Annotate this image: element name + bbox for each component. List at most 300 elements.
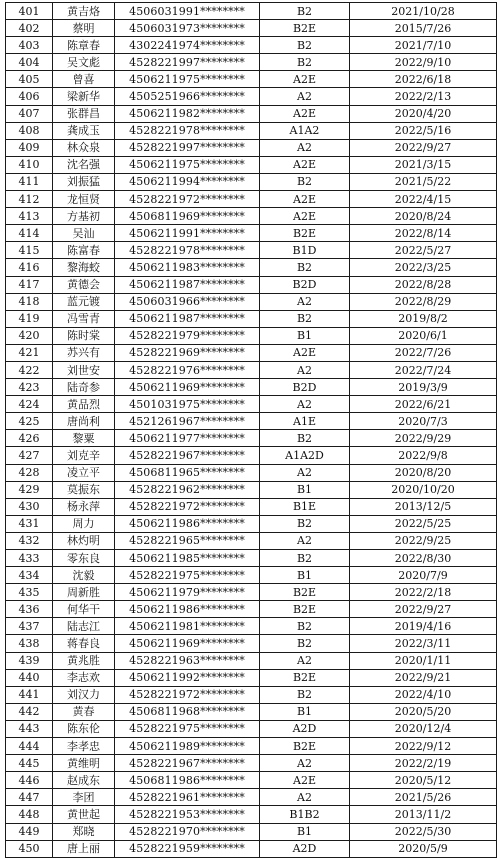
id-number-masked: 4528221953********	[115, 806, 260, 823]
id-number-masked: 4528221978********	[115, 242, 260, 259]
holder-name: 刘振猛	[53, 173, 115, 190]
table-row	[6, 413, 497, 430]
table-row	[6, 20, 497, 37]
issue-date: 2013/11/2	[350, 806, 497, 823]
holder-name: 黄春	[53, 703, 115, 720]
holder-name: 吴文彪	[53, 54, 115, 71]
issue-date: 2022/7/24	[350, 361, 497, 378]
license-class: B2E	[260, 738, 350, 755]
issue-date: 2022/9/8	[350, 447, 497, 464]
row-number: 441	[6, 686, 53, 703]
license-class: A2E	[260, 156, 350, 173]
table-row	[6, 618, 497, 635]
issue-date: 2015/7/26	[350, 20, 497, 37]
holder-name: 陆志江	[53, 618, 115, 635]
license-class: A2	[260, 396, 350, 413]
license-class: A2	[260, 755, 350, 772]
issue-date: 2022/9/25	[350, 532, 497, 549]
license-class: A2E	[260, 191, 350, 208]
table-row	[6, 225, 497, 242]
table-row	[6, 481, 497, 498]
license-class: B2	[260, 550, 350, 567]
table-row	[6, 293, 497, 310]
row-number: 439	[6, 652, 53, 669]
id-number-masked: 4528221975********	[115, 720, 260, 737]
table-row	[6, 156, 497, 173]
table-row	[6, 105, 497, 122]
id-number-masked: 4528221965********	[115, 532, 260, 549]
id-number-masked: 4528221963********	[115, 652, 260, 669]
id-number-masked: 4506211989********	[115, 738, 260, 755]
issue-date: 2020/12/4	[350, 720, 497, 737]
table-row	[6, 173, 497, 190]
license-class: A2	[260, 293, 350, 310]
license-class: A2E	[260, 772, 350, 789]
row-number: 403	[6, 37, 53, 54]
id-number-masked: 4528221961********	[115, 789, 260, 806]
holder-name: 方基初	[53, 208, 115, 225]
holder-name: 周力	[53, 515, 115, 532]
holder-name: 唐上丽	[53, 840, 115, 857]
table-row	[6, 37, 497, 54]
row-number: 407	[6, 105, 53, 122]
license-class: B2D	[260, 276, 350, 293]
issue-date: 2020/8/20	[350, 464, 497, 481]
holder-name: 龙恒贤	[53, 191, 115, 208]
holder-name: 何华干	[53, 601, 115, 618]
id-number-masked: 4506211975********	[115, 71, 260, 88]
id-number-masked: 4506211969********	[115, 635, 260, 652]
license-class: A2E	[260, 208, 350, 225]
id-number-masked: 4506211994********	[115, 173, 260, 190]
table-row	[6, 3, 497, 20]
id-number-masked: 4506211987********	[115, 310, 260, 327]
license-class: B2	[260, 259, 350, 276]
id-number-masked: 4506031973********	[115, 20, 260, 37]
holder-name: 蒋春良	[53, 635, 115, 652]
issue-date: 2022/6/21	[350, 396, 497, 413]
row-number: 409	[6, 139, 53, 156]
id-number-masked: 4506811965********	[115, 464, 260, 481]
issue-date: 2019/4/16	[350, 618, 497, 635]
table-row	[6, 532, 497, 549]
table-row	[6, 122, 497, 139]
license-class: B2E	[260, 669, 350, 686]
license-class: B2	[260, 686, 350, 703]
row-number: 445	[6, 755, 53, 772]
issue-date: 2021/7/10	[350, 37, 497, 54]
table-row	[6, 823, 497, 840]
id-number-masked: 4506211985********	[115, 550, 260, 567]
table-row	[6, 430, 497, 447]
table-row	[6, 54, 497, 71]
holder-name: 陈章春	[53, 37, 115, 54]
issue-date: 2022/5/30	[350, 823, 497, 840]
table-row	[6, 191, 497, 208]
issue-date: 2022/4/15	[350, 191, 497, 208]
issue-date: 2022/9/10	[350, 54, 497, 71]
row-number: 414	[6, 225, 53, 242]
license-class: B2E	[260, 20, 350, 37]
id-number-masked: 4521261967********	[115, 413, 260, 430]
license-class: A2	[260, 652, 350, 669]
table-row	[6, 635, 497, 652]
issue-date: 2022/3/11	[350, 635, 497, 652]
holder-name: 曾喜	[53, 71, 115, 88]
license-class: A2E	[260, 344, 350, 361]
holder-name: 刘汉力	[53, 686, 115, 703]
issue-date: 2021/5/22	[350, 173, 497, 190]
license-class: A2	[260, 139, 350, 156]
row-number: 430	[6, 498, 53, 515]
row-number: 449	[6, 823, 53, 840]
table-row	[6, 772, 497, 789]
holder-name: 李志欢	[53, 669, 115, 686]
issue-date: 2021/3/15	[350, 156, 497, 173]
holder-name: 黎海蛟	[53, 259, 115, 276]
license-class: B2	[260, 310, 350, 327]
holder-name: 黄兆胜	[53, 652, 115, 669]
holder-name: 黄品烈	[53, 396, 115, 413]
issue-date: 2020/7/3	[350, 413, 497, 430]
issue-date: 2022/9/12	[350, 738, 497, 755]
license-class: B2	[260, 430, 350, 447]
license-class: A2	[260, 789, 350, 806]
table-row	[6, 464, 497, 481]
row-number: 448	[6, 806, 53, 823]
table-row	[6, 396, 497, 413]
table-row	[6, 327, 497, 344]
holder-name: 黄维明	[53, 755, 115, 772]
holder-name: 苏兴有	[53, 344, 115, 361]
id-number-masked: 4506031991********	[115, 3, 260, 20]
row-number: 422	[6, 361, 53, 378]
table-row	[6, 447, 497, 464]
row-number: 436	[6, 601, 53, 618]
id-number-masked: 4528221997********	[115, 54, 260, 71]
row-number: 443	[6, 720, 53, 737]
row-number: 434	[6, 567, 53, 584]
holder-name: 龚成玉	[53, 122, 115, 139]
id-number-masked: 4506031966********	[115, 293, 260, 310]
row-number: 435	[6, 584, 53, 601]
license-class: B2	[260, 3, 350, 20]
holder-name: 黄世起	[53, 806, 115, 823]
table-row	[6, 755, 497, 772]
license-class: B1	[260, 481, 350, 498]
records-table-body	[6, 3, 497, 858]
issue-date: 2022/9/27	[350, 601, 497, 618]
id-number-masked: 4528221978********	[115, 122, 260, 139]
license-class: A2E	[260, 105, 350, 122]
issue-date: 2020/7/9	[350, 567, 497, 584]
issue-date: 2019/3/9	[350, 379, 497, 396]
issue-date: 2020/6/1	[350, 327, 497, 344]
issue-date: 2022/6/18	[350, 71, 497, 88]
issue-date: 2022/9/21	[350, 669, 497, 686]
id-number-masked: 4528221967********	[115, 755, 260, 772]
issue-date: 2020/4/20	[350, 105, 497, 122]
table-row	[6, 88, 497, 105]
id-number-masked: 4528221979********	[115, 327, 260, 344]
row-number: 450	[6, 840, 53, 857]
license-class: B2	[260, 635, 350, 652]
table-row	[6, 738, 497, 755]
license-class: A2D	[260, 840, 350, 857]
id-number-masked: 4506811969********	[115, 208, 260, 225]
issue-date: 2022/3/25	[350, 259, 497, 276]
id-number-masked: 4528221972********	[115, 686, 260, 703]
holder-name: 冯雪青	[53, 310, 115, 327]
table-row	[6, 310, 497, 327]
holder-name: 零东良	[53, 550, 115, 567]
issue-date: 2022/5/16	[350, 122, 497, 139]
row-number: 437	[6, 618, 53, 635]
holder-name: 刘克辛	[53, 447, 115, 464]
issue-date: 2022/8/14	[350, 225, 497, 242]
issue-date: 2020/8/24	[350, 208, 497, 225]
row-number: 401	[6, 3, 53, 20]
license-class: A1A2D	[260, 447, 350, 464]
holder-name: 李团	[53, 789, 115, 806]
records-table	[5, 2, 497, 858]
holder-name: 陈东伦	[53, 720, 115, 737]
row-number: 429	[6, 481, 53, 498]
license-class: B2	[260, 618, 350, 635]
table-row	[6, 840, 497, 857]
id-number-masked: 4528221962********	[115, 481, 260, 498]
id-number-masked: 4528221976********	[115, 361, 260, 378]
id-number-masked: 4528221997********	[115, 139, 260, 156]
holder-name: 杨永萍	[53, 498, 115, 515]
id-number-masked: 4506811986********	[115, 772, 260, 789]
row-number: 408	[6, 122, 53, 139]
issue-date: 2022/4/10	[350, 686, 497, 703]
issue-date: 2020/10/20	[350, 481, 497, 498]
license-class: A2	[260, 464, 350, 481]
holder-name: 林众泉	[53, 139, 115, 156]
holder-name: 凌立平	[53, 464, 115, 481]
row-number: 444	[6, 738, 53, 755]
row-number: 412	[6, 191, 53, 208]
row-number: 420	[6, 327, 53, 344]
issue-date: 2022/7/26	[350, 344, 497, 361]
issue-date: 2022/8/28	[350, 276, 497, 293]
license-class: B2	[260, 515, 350, 532]
issue-date: 2022/5/27	[350, 242, 497, 259]
id-number-masked: 4528221959********	[115, 840, 260, 857]
row-number: 425	[6, 413, 53, 430]
issue-date: 2021/10/28	[350, 3, 497, 20]
issue-date: 2022/9/27	[350, 139, 497, 156]
table-row	[6, 601, 497, 618]
license-class: A2D	[260, 720, 350, 737]
row-number: 440	[6, 669, 53, 686]
license-class: B1E	[260, 498, 350, 515]
table-row	[6, 139, 497, 156]
table-row	[6, 242, 497, 259]
license-class: B2	[260, 54, 350, 71]
issue-date: 2019/8/2	[350, 310, 497, 327]
holder-name: 黄德会	[53, 276, 115, 293]
holder-name: 吴汕	[53, 225, 115, 242]
row-number: 406	[6, 88, 53, 105]
id-number-masked: 4506211975********	[115, 156, 260, 173]
holder-name: 梁新华	[53, 88, 115, 105]
license-class: B2	[260, 173, 350, 190]
table-row	[6, 567, 497, 584]
holder-name: 李孝忠	[53, 738, 115, 755]
row-number: 421	[6, 344, 53, 361]
holder-name: 赵成东	[53, 772, 115, 789]
id-number-masked: 4528221969********	[115, 344, 260, 361]
row-number: 446	[6, 772, 53, 789]
id-number-masked: 4506211969********	[115, 379, 260, 396]
license-class: B2E	[260, 584, 350, 601]
id-number-masked: 4506211991********	[115, 225, 260, 242]
holder-name: 林灼明	[53, 532, 115, 549]
issue-date: 2020/5/9	[350, 840, 497, 857]
table-row	[6, 703, 497, 720]
license-class: B2D	[260, 379, 350, 396]
table-row	[6, 686, 497, 703]
license-class: B2E	[260, 225, 350, 242]
license-class: B1	[260, 567, 350, 584]
row-number: 427	[6, 447, 53, 464]
table-row	[6, 720, 497, 737]
license-class: A2	[260, 361, 350, 378]
table-row	[6, 550, 497, 567]
row-number: 413	[6, 208, 53, 225]
license-class: B1B2	[260, 806, 350, 823]
row-number: 423	[6, 379, 53, 396]
license-class: B1D	[260, 242, 350, 259]
table-row	[6, 789, 497, 806]
row-number: 432	[6, 532, 53, 549]
row-number: 417	[6, 276, 53, 293]
row-number: 402	[6, 20, 53, 37]
id-number-masked: 4528221972********	[115, 191, 260, 208]
table-row	[6, 806, 497, 823]
row-number: 415	[6, 242, 53, 259]
table-row	[6, 259, 497, 276]
holder-name: 郑晓	[53, 823, 115, 840]
holder-name: 周新胜	[53, 584, 115, 601]
issue-date: 2022/2/13	[350, 88, 497, 105]
issue-date: 2022/2/18	[350, 584, 497, 601]
id-number-masked: 4506211987********	[115, 276, 260, 293]
id-number-masked: 4506211977********	[115, 430, 260, 447]
id-number-masked: 4506811968********	[115, 703, 260, 720]
table-row	[6, 498, 497, 515]
license-class: A2	[260, 88, 350, 105]
license-class: B2	[260, 37, 350, 54]
license-class: A2	[260, 532, 350, 549]
license-class: B2E	[260, 601, 350, 618]
row-number: 411	[6, 173, 53, 190]
row-number: 419	[6, 310, 53, 327]
id-number-masked: 4506211981********	[115, 618, 260, 635]
issue-date: 2013/12/5	[350, 498, 497, 515]
license-class: A1A2	[260, 122, 350, 139]
id-number-masked: 4528221975********	[115, 567, 260, 584]
license-class: B1	[260, 327, 350, 344]
row-number: 405	[6, 71, 53, 88]
row-number: 424	[6, 396, 53, 413]
row-number: 418	[6, 293, 53, 310]
issue-date: 2021/5/26	[350, 789, 497, 806]
issue-date: 2020/1/11	[350, 652, 497, 669]
holder-name: 陈时棠	[53, 327, 115, 344]
id-number-masked: 4506211982********	[115, 105, 260, 122]
holder-name: 莫振东	[53, 481, 115, 498]
issue-date: 2022/8/30	[350, 550, 497, 567]
issue-date: 2022/9/29	[350, 430, 497, 447]
license-records-sheet	[5, 2, 496, 856]
row-number: 447	[6, 789, 53, 806]
license-class: B1	[260, 823, 350, 840]
row-number: 410	[6, 156, 53, 173]
holder-name: 蔡明	[53, 20, 115, 37]
row-number: 404	[6, 54, 53, 71]
row-number: 428	[6, 464, 53, 481]
issue-date: 2020/5/12	[350, 772, 497, 789]
table-row	[6, 669, 497, 686]
holder-name: 黎粟	[53, 430, 115, 447]
table-row	[6, 379, 497, 396]
issue-date: 2022/8/29	[350, 293, 497, 310]
id-number-masked: 4528221972********	[115, 498, 260, 515]
holder-name: 沈毅	[53, 567, 115, 584]
holder-name: 刘世安	[53, 361, 115, 378]
id-number-masked: 4506211986********	[115, 601, 260, 618]
row-number: 433	[6, 550, 53, 567]
table-row	[6, 208, 497, 225]
holder-name: 黄吉烙	[53, 3, 115, 20]
table-row	[6, 515, 497, 532]
holder-name: 陆奇参	[53, 379, 115, 396]
issue-date: 2022/2/19	[350, 755, 497, 772]
holder-name: 陈富春	[53, 242, 115, 259]
issue-date: 2022/5/25	[350, 515, 497, 532]
holder-name: 唐尚利	[53, 413, 115, 430]
id-number-masked: 4501031975********	[115, 396, 260, 413]
issue-date: 2020/5/20	[350, 703, 497, 720]
id-number-masked: 4506211983********	[115, 259, 260, 276]
holder-name: 张群昌	[53, 105, 115, 122]
row-number: 416	[6, 259, 53, 276]
row-number: 426	[6, 430, 53, 447]
holder-name: 沈名强	[53, 156, 115, 173]
row-number: 438	[6, 635, 53, 652]
table-row	[6, 276, 497, 293]
row-number: 431	[6, 515, 53, 532]
license-class: A2E	[260, 71, 350, 88]
id-number-masked: 4506211979********	[115, 584, 260, 601]
table-row	[6, 344, 497, 361]
id-number-masked: 4528221970********	[115, 823, 260, 840]
table-row	[6, 652, 497, 669]
license-class: A1E	[260, 413, 350, 430]
table-row	[6, 584, 497, 601]
table-row	[6, 361, 497, 378]
id-number-masked: 4302241974********	[115, 37, 260, 54]
id-number-masked: 4528221967********	[115, 447, 260, 464]
id-number-masked: 4505251966********	[115, 88, 260, 105]
license-class: B1	[260, 703, 350, 720]
table-row	[6, 71, 497, 88]
row-number: 442	[6, 703, 53, 720]
